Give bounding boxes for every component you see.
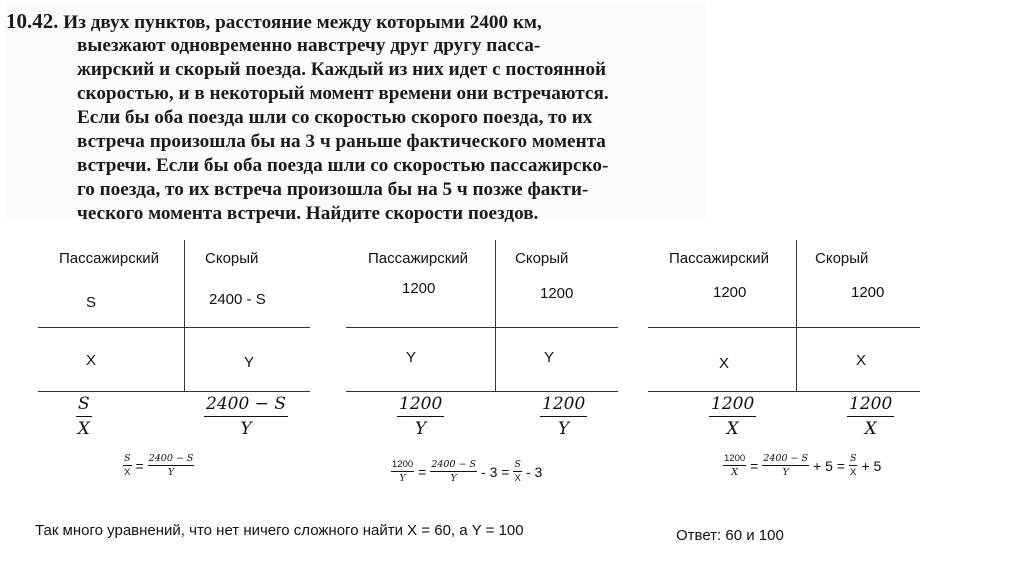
time-passenger: S X xyxy=(77,394,90,439)
column-divider xyxy=(184,240,185,392)
distance-express: 1200 xyxy=(851,284,885,301)
problem-line-8: го поезда, то их встреча произошла бы на 5 ч позже факти- xyxy=(77,179,589,200)
speed-passenger: Y xyxy=(406,349,417,366)
problem-line-3: жирский и скорый поезда. Каждый из них идет с постоянной xyxy=(77,59,607,80)
header-passenger: Пассажирский xyxy=(669,250,770,267)
distance-express: 1200 xyxy=(540,285,574,302)
problem-line-1: 10.42. Из двух пунктов, расстояние между которыми 2400 км, xyxy=(6,9,542,33)
equation-3: $\frac{1200}{X}$ = $\frac{2400 - S}{Y}$ + 5 = $\frac{S}{X}$ + 5 xyxy=(724,453,882,478)
time-express: 2400 − S Y xyxy=(206,394,286,439)
speed-express: Y xyxy=(544,349,555,366)
problem-line-7: встречи. Если бы оба поезда шли со скоростью пассажирско- xyxy=(77,155,609,176)
time-passenger: 1200 Y xyxy=(399,394,443,439)
problem-line-2: выезжают одновременно навстречу друг другу пасса- xyxy=(77,35,541,56)
time-express: 1200 X xyxy=(849,394,893,439)
problem-line-9: ческого момента встречи. Найдите скорости поездов. xyxy=(77,203,539,224)
equation-2: $\frac{1200}{Y}$ = $\frac{2400 - S}{Y}$ - 3 = $\frac{S}{X}$ - 3 xyxy=(392,459,543,484)
column-divider xyxy=(495,240,496,392)
header-passenger: Пассажирский xyxy=(59,250,160,267)
problem-statement xyxy=(6,4,706,224)
problem-line-4: скоростью, и в некоторый момент времени они встречаются. xyxy=(77,83,609,104)
header-express: Скорый xyxy=(515,250,569,267)
distance-express: 2400 - S xyxy=(209,291,266,308)
distance-passenger: S xyxy=(86,294,97,311)
row-divider xyxy=(346,327,618,328)
speed-passenger: X xyxy=(719,355,730,372)
header-passenger: Пассажирский xyxy=(368,250,469,267)
time-passenger: 1200 X xyxy=(711,394,755,439)
speed-passenger: X xyxy=(86,352,97,369)
row-divider xyxy=(38,391,310,392)
answer: Ответ: 60 и 100 xyxy=(676,527,784,544)
distance-passenger: 1200 xyxy=(402,280,436,297)
row-divider xyxy=(648,327,920,328)
header-express: Скорый xyxy=(205,250,259,267)
problem-number: 10.42. xyxy=(6,9,59,33)
time-express: 1200 Y xyxy=(542,394,586,439)
speed-express: Y xyxy=(244,354,255,371)
solution-note: Так много уравнений, что нет ничего сложного найти X = 60, а Y = 100 xyxy=(35,522,524,539)
distance-passenger: 1200 xyxy=(713,284,747,301)
equation-1: $\frac{S}{X}$ = $\frac{2400 - S}{Y}$ xyxy=(124,453,194,478)
speed-express: X xyxy=(856,352,867,369)
problem-line-5: Если бы оба поезда шли со скоростью скорого поезда, то их xyxy=(77,107,593,128)
row-divider xyxy=(346,391,618,392)
header-express: Скорый xyxy=(815,250,869,267)
problem-line-6: встреча произошла бы на 3 ч раньше фактического момента xyxy=(77,131,606,152)
column-divider xyxy=(796,240,797,392)
row-divider xyxy=(38,327,310,328)
row-divider xyxy=(648,391,920,392)
